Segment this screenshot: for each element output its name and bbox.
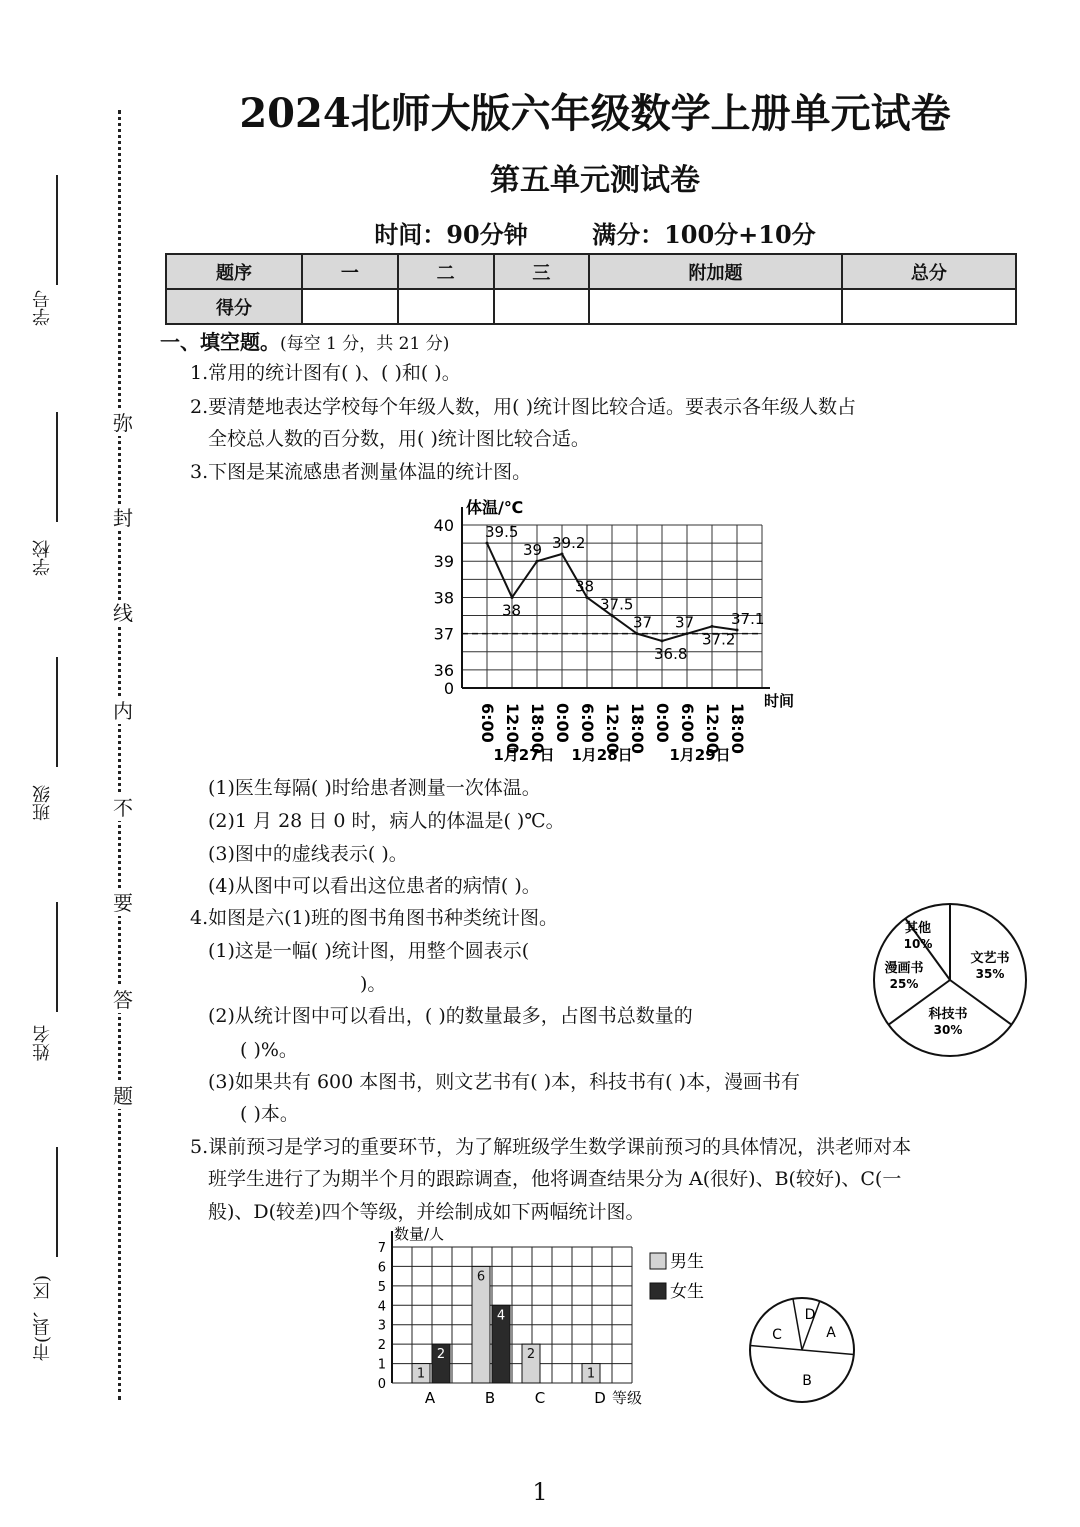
x-tick-label: C (534, 1389, 546, 1407)
binding-char: 内 (110, 698, 136, 724)
x-tick-label: 18:00 (528, 703, 547, 754)
info-field-label: 市(县、区) (32, 1275, 53, 1362)
score-table-header: 题序 (166, 254, 302, 289)
x-axis-label: 等级 (612, 1389, 643, 1407)
temperature-line-chart (420, 495, 800, 770)
binding-dotted-line (118, 110, 131, 1400)
section-title: 一、填空题。 (160, 330, 280, 354)
temperature-value-label: 38 (575, 577, 595, 596)
y-axis-label: 数量/人 (394, 1225, 445, 1243)
exam-full-score: 满分：100分+10分 (592, 220, 816, 249)
info-field-label: 班级 (32, 785, 53, 821)
y-tick-label: 4 (377, 1299, 386, 1315)
pie-slice-value: 25% (889, 977, 919, 991)
binding-char: 答 (110, 987, 136, 1013)
question-3: 3.下图是某流感患者测量体温的统计图。 (190, 461, 532, 483)
y-tick-label: 7 (377, 1241, 386, 1256)
temperature-point (511, 596, 514, 599)
question-1: 1.常用的统计图有( )、( )和( )。 (190, 362, 461, 384)
binding-char: 题 (110, 1083, 136, 1109)
temperature-point (711, 625, 714, 628)
temperature-point (536, 560, 539, 563)
bar-value-label: 4 (496, 1308, 506, 1324)
temperature-point (686, 632, 689, 635)
question-4-3: (3)如果共有 600 本图书，则文艺书有( )本，科技书有( )本，漫画书有 (208, 1071, 800, 1093)
bar-value-label: 1 (586, 1366, 596, 1382)
y-tick-label: 3 (377, 1318, 386, 1334)
info-field-line[interactable] (56, 412, 58, 522)
x-tick-label: 0:00 (553, 703, 572, 743)
x-tick-label: 18:00 (628, 703, 647, 754)
temperature-point (736, 629, 739, 632)
pie-slice-name: 其他 (904, 921, 932, 936)
score-col-1: 一 (302, 254, 398, 289)
info-field-label: 姓名 (32, 1025, 53, 1061)
bar-value-label: 6 (476, 1269, 486, 1285)
question-2-line1: 2.要清楚地表达学校每个年级人数，用( )统计图比较合适。要表示各年级人数占 (190, 396, 856, 418)
bar-value-label: 2 (526, 1347, 536, 1363)
x-tick-label: 0:00 (653, 703, 672, 743)
y-axis-label: 体温/℃ (466, 498, 524, 517)
temperature-value-label: 37.1 (731, 610, 765, 629)
temperature-value-label: 37.2 (702, 630, 736, 649)
legend-label: 女生 (670, 1282, 704, 1302)
preview-grade-pie-chart (745, 1295, 860, 1410)
legend-swatch (650, 1283, 666, 1299)
y-tick-label: 37 (433, 624, 454, 644)
x-tick-label: A (424, 1389, 436, 1407)
question-4-2b: ( )%。 (240, 1039, 298, 1061)
question-5-line2: 班学生进行了为期半个月的跟踪调查，他将调查结果分为 A(很好)、B(较好)、C(一 (208, 1168, 902, 1190)
info-field-line[interactable] (56, 657, 58, 767)
x-tick-label: B (484, 1389, 496, 1407)
y-tick-label: 36 (433, 660, 454, 680)
question-3-4: (4)从图中可以看出这位患者的病情( )。 (208, 875, 541, 897)
y-tick-label: 0 (443, 679, 454, 698)
x-tick-label: 12:00 (503, 703, 522, 754)
bar-value-label: 1 (416, 1366, 426, 1382)
score-cell[interactable] (302, 289, 398, 324)
info-field-line[interactable] (56, 1147, 58, 1257)
section-note: (每空 1 分，共 21 分) (280, 334, 450, 354)
exam-subtitle: 第五单元测试卷 (490, 163, 700, 198)
score-row-label: 得分 (166, 289, 302, 324)
y-tick-label: 6 (377, 1260, 386, 1276)
temperature-value-label: 39.5 (485, 523, 519, 542)
score-cell[interactable] (589, 289, 842, 324)
question-3-1: (1)医生每隔( )时给患者测量一次体温。 (208, 777, 541, 799)
temperature-value-label: 37.5 (600, 595, 634, 614)
pie-slice-value: 35% (975, 967, 1005, 981)
x-tick-label: 12:00 (603, 703, 622, 754)
temperature-point (586, 596, 589, 599)
legend-swatch (650, 1253, 666, 1269)
score-cell[interactable] (494, 289, 590, 324)
pie-slice-name: A (826, 1325, 836, 1341)
legend-label: 男生 (670, 1252, 704, 1272)
page-number: 1 (532, 1478, 548, 1506)
date-label: 1月29日 (669, 746, 731, 764)
info-field-label: 学校 (32, 540, 53, 576)
binding-char: 要 (110, 890, 136, 916)
question-3-3: (3)图中的虚线表示( )。 (208, 843, 408, 865)
score-col-total: 总分 (842, 254, 1016, 289)
books-pie-chart (870, 900, 1030, 1060)
question-5-line3: 般)、D(较差)四个等级，并绘制成如下两幅统计图。 (208, 1201, 645, 1223)
question-2-line2: 全校总人数的百分数，用( )统计图比较合适。 (208, 428, 590, 450)
x-tick-label: 6:00 (678, 703, 697, 743)
score-col-3: 三 (494, 254, 590, 289)
preview-grade-bar-chart (360, 1225, 720, 1410)
section-heading (160, 326, 449, 355)
score-table (165, 253, 1017, 325)
binding-char: 不 (110, 795, 136, 821)
pie-slice-value: 10% (903, 937, 933, 951)
exam-time: 时间：90分钟 (374, 220, 528, 249)
temperature-point (661, 639, 664, 642)
temperature-value-label: 39.2 (552, 533, 586, 552)
x-tick-label: D (594, 1389, 606, 1407)
question-3-2: (2)1 月 28 日 0 时，病人的体温是( )℃。 (208, 810, 565, 832)
x-tick-label: 6:00 (578, 703, 597, 743)
info-field-line[interactable] (56, 902, 58, 1012)
y-tick-label: 38 (433, 588, 454, 608)
pie-slice-name: B (802, 1373, 812, 1389)
info-field-label: 学号 (32, 290, 53, 326)
x-tick-label: 6:00 (478, 703, 497, 743)
pie-slice-name: 漫画书 (884, 961, 924, 976)
exam-title: 2024北师大版六年级数学上册单元试卷 (239, 90, 951, 137)
binding-char: 弥 (110, 410, 136, 436)
temperature-point (611, 614, 614, 617)
binding-char: 封 (110, 505, 136, 531)
pie-slice-name: D (804, 1307, 816, 1323)
bar-value-label: 2 (436, 1347, 446, 1363)
score-col-2: 二 (398, 254, 494, 289)
question-4-1: (1)这是一幅( )统计图，用整个圆表示( (208, 940, 530, 962)
temperature-value-label: 38 (502, 601, 522, 620)
pie-slice-value: 30% (933, 1023, 963, 1037)
y-tick-label: 1 (377, 1357, 386, 1373)
x-tick-label: 18:00 (728, 703, 747, 754)
question-4: 4.如图是六(1)班的图书角图书种类统计图。 (190, 907, 559, 929)
binding-char: 线 (110, 600, 136, 626)
y-tick-label: 40 (433, 516, 454, 535)
question-4-1b: )。 (360, 973, 387, 995)
pie-slice-name: 文艺书 (970, 951, 1010, 966)
temperature-value-label: 37 (633, 613, 653, 632)
y-tick-label: 5 (377, 1279, 386, 1295)
x-tick-label: 12:00 (703, 703, 722, 754)
temperature-point (486, 542, 489, 545)
pie-slice-name: C (772, 1327, 782, 1343)
score-cell[interactable] (842, 289, 1016, 324)
question-5-line1: 5.课前预习是学习的重要环节，为了解班级学生数学课前预习的具体情况，洪老师对本 (190, 1136, 912, 1158)
score-cell[interactable] (398, 289, 494, 324)
temperature-value-label: 36.8 (654, 644, 688, 663)
date-label: 1月27日 (493, 746, 555, 764)
y-tick-label: 39 (433, 552, 454, 572)
temperature-value-label: 37 (675, 613, 695, 632)
temperature-point (561, 552, 564, 555)
date-label: 1月28日 (571, 746, 633, 764)
question-4-2: (2)从统计图中可以看出，( )的数量最多，占图书总数量的 (208, 1005, 693, 1027)
temperature-value-label: 39 (523, 541, 543, 560)
temperature-point (636, 632, 639, 635)
y-tick-label: 0 (377, 1377, 386, 1392)
exam-info (0, 215, 1080, 250)
pie-slice-name: 科技书 (928, 1007, 968, 1022)
y-tick-label: 2 (377, 1338, 386, 1354)
score-col-extra: 附加题 (589, 254, 842, 289)
x-axis-label: 时间 (764, 692, 795, 710)
question-4-3b: ( )本。 (240, 1103, 299, 1125)
